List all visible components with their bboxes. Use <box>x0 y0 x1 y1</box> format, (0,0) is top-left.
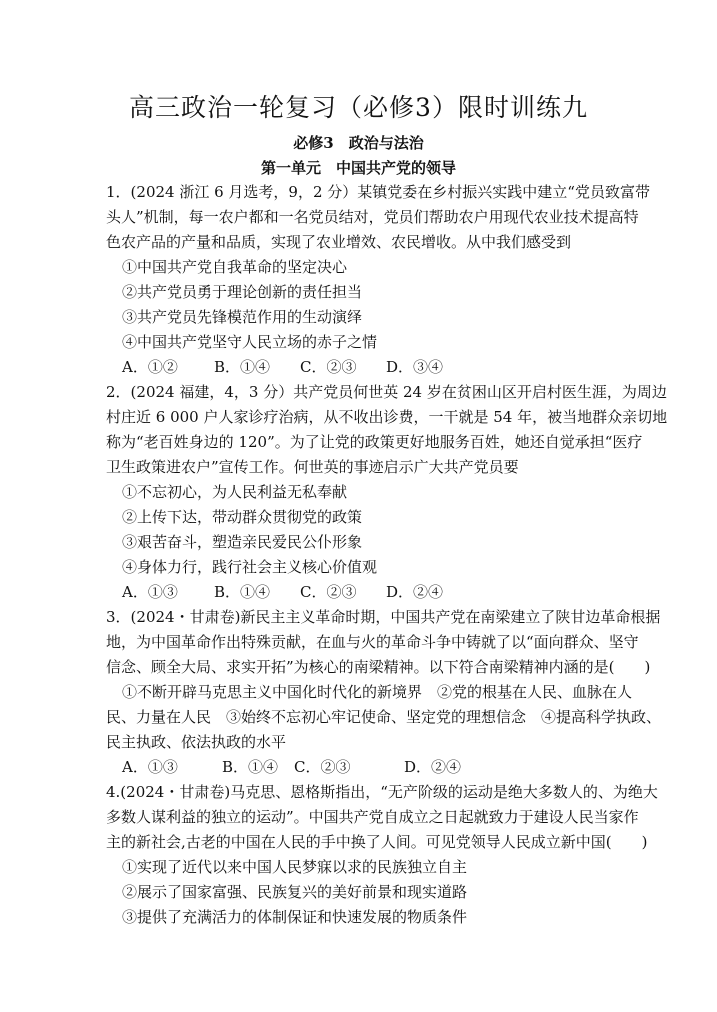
answer-b: B．①④ <box>214 583 271 601</box>
option-line: ①不断开辟马克思主义中国化时代化的新境界 ②党的根基在人民、血脉在人 <box>122 683 633 701</box>
question-stem-line: 村庄近 6 000 户人家诊疗治病，从不收出诊费，一干就是 54 年，被当地群众亲切地 <box>106 408 668 426</box>
answer-b: B．①④ <box>214 358 271 376</box>
answer-b: B．①④ <box>222 758 279 776</box>
question-stem-line: 4.(2024・甘肃卷)马克思、恩格斯指出，“无产阶级的运动是绝大多数人的、为绝大 <box>106 783 658 801</box>
option-line: 民、力量在人民 ③始终不忘初心牢记使命、坚定党的理想信念 ④提高科学执政、 <box>106 708 662 726</box>
option-line: ①不忘初心，为人民利益无私奉献 <box>122 483 348 501</box>
answer-a: A．①③ <box>122 758 178 776</box>
question-stem-line: 色农产品的产量和品质，实现了农业增效、农民增收。从中我们感受到 <box>106 233 572 251</box>
question-3 <box>106 605 662 780</box>
question-stem-line: 称为“老百姓身边的 120”。为了让党的政策更好地服务百姓，她还自觉承担“医疗 <box>106 433 643 451</box>
question-stem-line: 卫生政策进农户”宣传工作。何世英的事迹启示广大共产党员要 <box>106 458 519 476</box>
option-line: ①中国共产党自我革命的坚定决心 <box>122 258 348 276</box>
option-line: ②共产党员勇于理论创新的责任担当 <box>122 283 363 301</box>
answer-d: D．②④ <box>386 583 444 601</box>
question-stem-line: 头人”机制，每一农户都和一名党员结对，党员们帮助农户用现代农业技术提高特 <box>106 208 639 226</box>
answer-d: D．②④ <box>404 758 462 776</box>
question-2 <box>106 380 668 605</box>
option-line: ①实现了近代以来中国人民梦寐以求的民族独立自主 <box>122 858 468 876</box>
option-line: 民主执政、依法执政的水平 <box>106 733 287 751</box>
answer-choices <box>106 755 639 780</box>
unit-heading: 第一单元 中国共产党的领导 <box>260 159 456 177</box>
answer-c: C．②③ <box>294 758 351 776</box>
question-list <box>106 180 668 930</box>
answer-a: A．①② <box>122 358 178 376</box>
answer-choices <box>106 580 639 605</box>
option-line: ②展示了国家富强、民族复兴的美好前景和现实道路 <box>122 883 468 901</box>
question-stem-line: 信念、顾全大局、求实开拓”为核心的南梁精神。以下符合南梁精神内涵的是( ) <box>106 658 651 676</box>
answer-d: D．③④ <box>386 358 444 376</box>
question-4 <box>106 780 658 930</box>
section-heading: 必修3 政治与法治 <box>293 134 424 152</box>
question-1 <box>106 180 650 380</box>
option-line: ④中国共产党坚守人民立场的赤子之情 <box>122 333 378 351</box>
option-line: ③提供了充满活力的体制保证和快速发展的物质条件 <box>122 908 468 926</box>
option-line: ③艰苦奋斗，塑造亲民爱民公仆形象 <box>122 533 363 551</box>
question-stem-line: 1．(2024 浙江 6 月选考，9，2 分）某镇党委在乡村振兴实践中建立“党员致富带 <box>106 183 650 201</box>
option-line: ④身体力行，践行社会主义核心价值观 <box>122 558 378 576</box>
answer-c: C．②③ <box>300 583 357 601</box>
page-title: 高三政治一轮复习（必修3）限时训练九 <box>129 93 588 122</box>
answer-choices <box>106 355 639 380</box>
question-stem-line: 2．(2024 福建，4，3 分）共产党员何世英 24 岁在贫困山区开启村医生涯，为周边 <box>106 383 667 401</box>
answer-a: A．①③ <box>122 583 178 601</box>
option-line: ③共产党员先锋模范作用的生动演绎 <box>122 308 363 326</box>
question-stem-line: 主的新社会,古老的中国在人民的手中换了人间。可见党领导人民成立新中国( ) <box>106 833 648 851</box>
answer-c: C．②③ <box>300 358 357 376</box>
option-line: ②上传下达，带动群众贯彻党的政策 <box>122 508 363 526</box>
question-stem-line: 3．(2024・甘肃卷)新民主主义革命时期，中国共产党在南梁建立了陕甘边革命根据 <box>106 608 661 626</box>
question-stem-line: 多数人谋利益的独立的运动”。中国共产党自成立之日起就致力于建设人民当家作 <box>106 808 639 826</box>
question-stem-line: 地，为中国革命作出特殊贡献，在血与火的革命斗争中铸就了以“面向群众、坚守 <box>106 633 639 651</box>
